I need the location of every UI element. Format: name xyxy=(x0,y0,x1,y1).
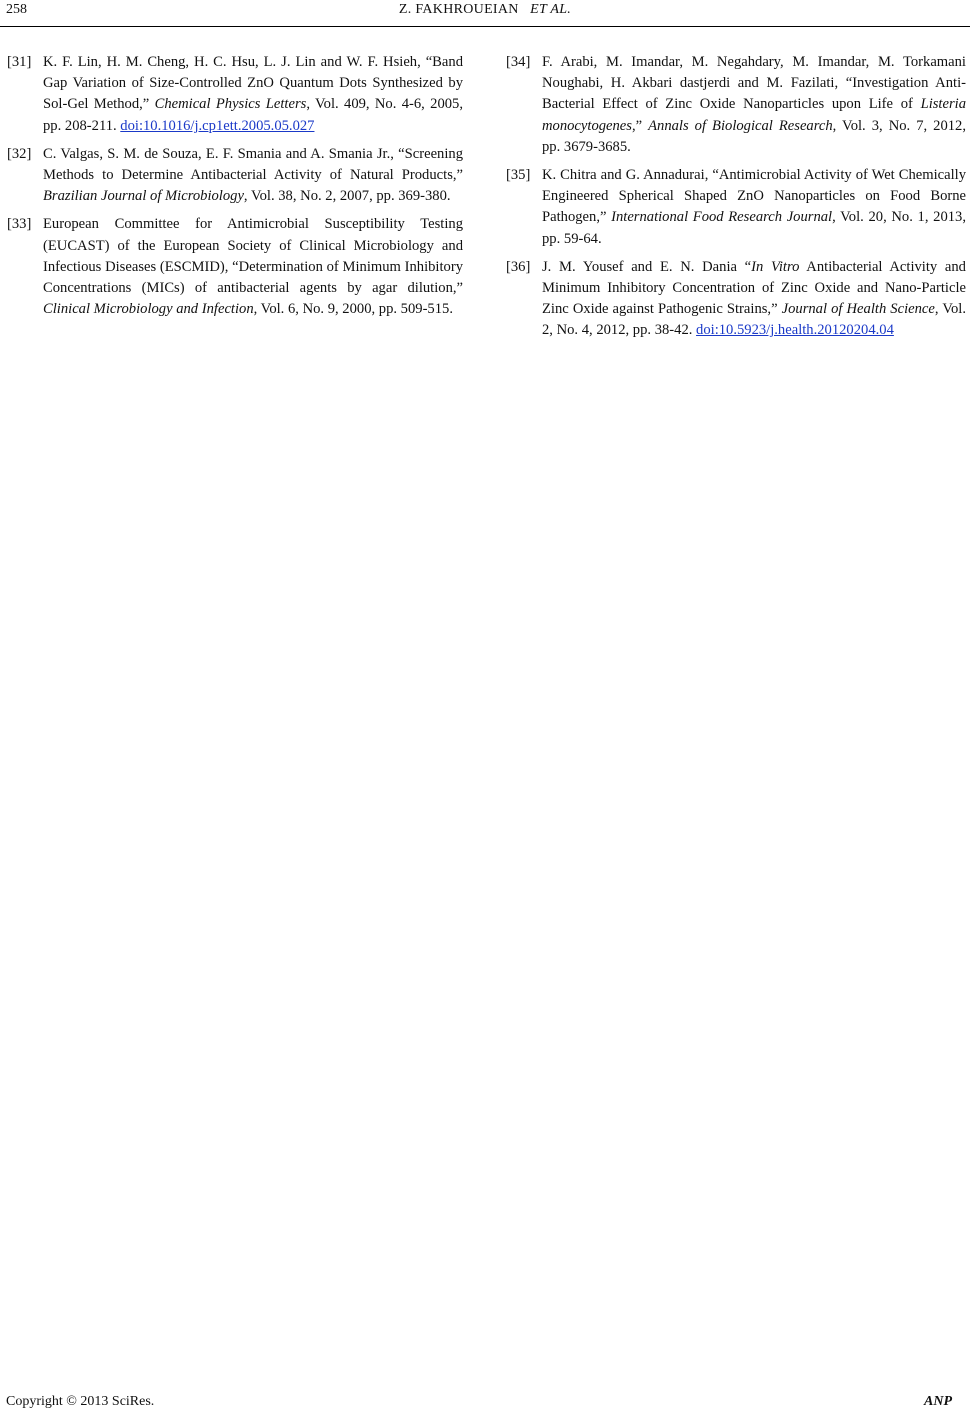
journal-title: Journal of Health Science xyxy=(781,301,935,318)
reference-35 xyxy=(506,165,966,250)
reference-citation: K. Chitra and G. Annadurai, “Antimicrobial Activity of Wet Chemically Engineered Spherical Shaped ZnO Nanoparticles on Food Borne Pathogen,” xyxy=(542,167,966,226)
reference-details: , Vol. 409, No. 4-6, 2005, pp. 208-211. xyxy=(43,96,463,134)
reference-text xyxy=(43,144,463,208)
reference-details: , Vol. 20, No. 1, 2013, pp. 59-64. xyxy=(542,209,966,247)
running-header xyxy=(0,2,970,18)
reference-title-continued: Antibacterial Activity and Minimum Inhibitory Concentration of Zinc Oxide and Nano-Particle Zinc Oxide against Pathogenic Strains,” xyxy=(542,258,966,318)
page-number: 258 xyxy=(6,2,27,17)
reference-citation: J. M. Yousef and E. N. Dania “ xyxy=(542,258,752,275)
reference-text xyxy=(43,214,463,320)
reference-citation: K. F. Lin, H. M. Cheng, H. C. Hsu, L. J. Lin and W. F. Hsieh, “Band Gap Variation of Size-Controlled ZnO Quantum Dots Synthesized by Sol-Gel Method,” xyxy=(43,54,463,113)
reference-details: , Vol. 3, No. 7, 2012, pp. 3679-3685. xyxy=(542,117,966,155)
reference-number: [36] xyxy=(506,258,531,275)
journal-title: International Food Research Journal xyxy=(611,209,833,226)
reference-32 xyxy=(7,144,463,208)
journal-title: Chemical Physics Letters xyxy=(154,96,307,113)
reference-details: , Vol. 6, No. 9, 2000, pp. 509-515. xyxy=(253,301,453,318)
reference-34 xyxy=(506,52,966,158)
journal-title: Annals of Biological Research xyxy=(648,117,833,134)
reference-citation: C. Valgas, S. M. de Souza, E. F. Smania and A. Smania Jr., “Screening Methods to Determine Antibacterial Activity of Natural Products,” xyxy=(43,145,463,184)
doi-link[interactable]: doi:10.1016/j.cp1ett.2005.05.027 xyxy=(120,117,315,134)
doi-link[interactable]: doi:10.5923/j.health.20120204.04 xyxy=(696,322,894,339)
reference-36 xyxy=(506,257,966,342)
reference-column-right xyxy=(506,52,966,349)
reference-number: [32] xyxy=(7,145,32,162)
reference-text xyxy=(542,165,966,250)
reference-text xyxy=(542,257,966,342)
reference-citation: F. Arabi, M. Imandar, M. Negahdary, M. Imandar, M. Torkamani Noughabi, H. Akbari dastjerdi and M. Fazilati, “Investigation Anti-Bacterial Effect of Zinc Oxide Nanoparticles upon Life of xyxy=(542,54,966,113)
header-et-al: ET AL. xyxy=(530,2,572,17)
in-vitro-term: In Vitro xyxy=(751,258,800,275)
reference-number: [35] xyxy=(506,167,531,184)
reference-text xyxy=(542,52,966,158)
footer-copyright: Copyright © 2013 SciRes. xyxy=(6,1394,155,1409)
reference-text xyxy=(43,52,463,137)
species-name: Listeria monocytogenes xyxy=(542,96,966,134)
journal-title: Clinical Microbiology and Infection xyxy=(43,301,254,318)
reference-31 xyxy=(7,52,463,137)
reference-citation: European Committee for Antimicrobial Susceptibility Testing (EUCAST) of the European Society of Clinical Microbiology and Infectious Diseases (ESCMID), “Determination of Minimum Inhibitory Concentrations (MICs) of antibacterial agents by agar dilution,” xyxy=(43,216,463,297)
header-rule xyxy=(0,26,970,27)
reference-number: [31] xyxy=(7,54,32,70)
reference-details: , Vol. 2, No. 4, 2012, pp. 38-42. xyxy=(542,301,966,339)
reference-punctuation: ,” xyxy=(631,117,649,134)
journal-title: Brazilian Journal of Microbiology xyxy=(43,188,244,205)
reference-number: [34] xyxy=(506,54,531,70)
reference-details: , Vol. 38, No. 2, 2007, pp. 369-380. xyxy=(243,188,451,205)
reference-column-left xyxy=(7,52,463,327)
reference-number: [33] xyxy=(7,216,32,233)
reference-33 xyxy=(7,214,463,320)
footer-journal-abbrev: ANP xyxy=(924,1394,952,1409)
header-author: Z. FAKHROUEIAN xyxy=(398,2,519,17)
